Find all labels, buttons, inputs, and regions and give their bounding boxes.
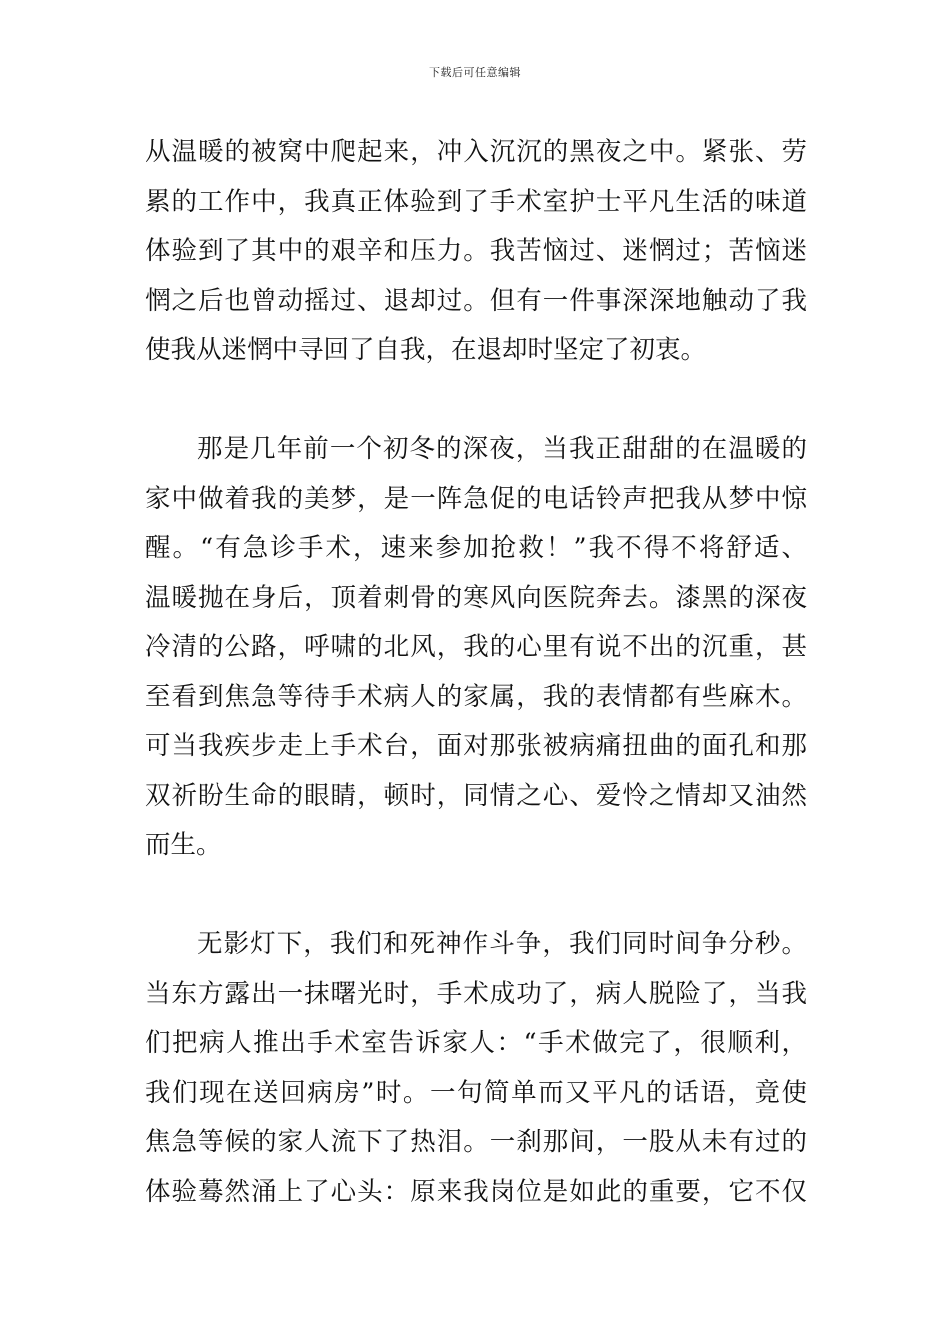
text-line: 体验到了其中的艰辛和压力。我苦恼过、迷惘过；苦恼迷 [145,236,807,266]
text-line: 醒。“有急诊手术，速来参加抢救！”我不得不将舒适、 [145,533,807,563]
text-line: 焦急等候的家人流下了热泪。一刹那间，一股从未有过的 [145,1127,807,1157]
text-line: 体验蓦然涌上了心头：原来我岗位是如此的重要，它不仅 [145,1176,807,1207]
text-line: 从温暖的被窝中爬起来，冲入沉沉的黑夜之中。紧张、劳 [145,137,807,167]
text-line: 我们现在送回病房”时。一句简单而又平凡的话语，竟使 [145,1077,807,1108]
text-line: 惘之后也曾动摇过、退却过。但有一件事深深地触动了我 [145,285,807,316]
text-line: 可当我疾步走上手术台，面对那张被病痛扭曲的面孔和那 [145,731,807,761]
text-line: 家中做着我的美梦，是一阵急促的电话铃声把我从梦中惊 [145,483,807,514]
text-line: 温暖抛在身后，顶着刺骨的寒风向医院奔去。漆黑的深夜 [145,582,807,613]
text-line: 使我从迷惘中寻回了自我，在退却时坚定了初衷。 [145,335,707,365]
text-line: 那是几年前一个初冬的深夜，当我正甜甜的在温暖的 [197,434,807,464]
paragraph-3 [145,920,807,1217]
paragraph-1 [145,128,807,376]
text-line: 双祈盼生命的眼睛，顿时，同情之心、爱怜之情却又油然 [145,780,807,811]
paragraph-gap [145,376,807,426]
text-line: 当东方露出一抹曙光时，手术成功了，病人脱险了，当我 [145,978,807,1009]
text-line: 们把病人推出手术室告诉家人：“手术做完了，很顺利， [145,1028,807,1058]
text-line: 冷清的公路，呼啸的北风，我的心里有说不出的沉重，甚 [145,632,807,662]
text-line: 累的工作中，我真正体验到了手术室护士平凡生活的味道 [145,186,807,217]
text-line: 无影灯下，我们和死神作斗争，我们同时间争分秒。 [197,929,807,959]
paragraph-2 [145,425,807,871]
page-header: 下载后可任意编辑 [429,66,521,79]
text-line: 至看到焦急等待手术病人的家属，我的表情都有些麻木。 [145,681,807,712]
body-text [145,128,807,1217]
text-line: 而生。 [145,830,222,860]
paragraph-gap [145,871,807,921]
